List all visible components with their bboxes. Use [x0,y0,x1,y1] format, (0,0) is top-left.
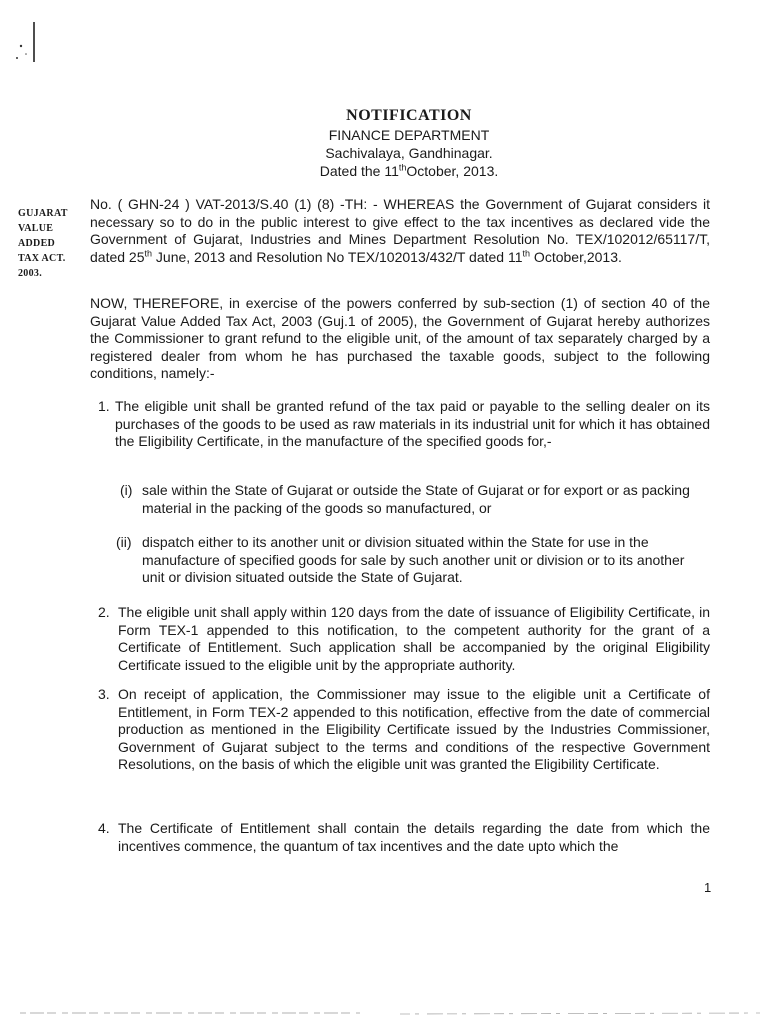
notification-date [50,162,768,180]
condition-text: The eligible unit shall apply within 120 days from the date of issuance of Eligibility Certificate, in Form TEX-1 appended to this notification, to the competent authority for the grant of a Certificate of Entitlement. Such application shall be accompanied by the original Eligibility Certificate issued to the eligible unit by the appropriate authority. [118,604,710,673]
sub-condition-number: (ii) [116,534,132,550]
margin-note-act [18,206,82,281]
sub-condition-text: dispatch either to its another unit or division situated within the State for use in the manufacture of specified goods for sale by such another unit or division or to its another unit or division situated outside the State of Gujarat. [142,534,685,586]
page-number: 1 [704,880,712,895]
condition-text: The Certificate of Entitlement shall contain the details regarding the date from which the incentives commence, the quantum of tax incentives and the date upto which the [118,820,710,854]
scan-edge-artifact [0,1008,768,1018]
condition-text: The eligible unit shall be granted refund of the tax paid or payable to the selling dealer on its purchases of the goods to be used as raw materials in its industrial unit for which it has obtained the Eligibility Certificate, in the manufacture of the specified goods for,- [115,398,710,450]
margin-note-line: ADDED [18,238,56,249]
date-suffix: October, 2013. [406,163,499,179]
intro-text: June, 2013 and Resolution No TEX/102013/432/T dated 11 [152,248,523,265]
intro-text: October,2013. [530,248,622,265]
margin-note-line: GUJARAT [18,208,68,219]
condition-number: 4. [98,820,110,836]
condition-number: 2. [98,604,110,620]
condition-text: On receipt of application, the Commissioner may issue to the eligible unit a Certificate of Entitlement, in Form TEX-2 appended to this notification, effective from the date of commercial production as mentioned in the Eligibility Certificate issued by the Industries Commissioner, Government of Gujarat subject to the terms and conditions of the respective Government Resolutions, on the basis of which the eligible unit was granted the Eligibility Certificate. [118,686,710,773]
condition-number: 1. [98,398,110,414]
margin-note-line: TAX ACT. [18,253,66,264]
intro-text: No. ( GHN-24 ) VAT-2013/S.40 (1) (8) -TH: - WHEREAS the Government of Gujarat considers it necessary so to do in the public interest to give effect to the tax incentives as declared vide the Government of Gujarat, Industries and Mines Department Resolution No. TEX/102012/65117/T, dated 25 [90,196,710,265]
date-suffix-sup: th [398,162,407,173]
intro-paragraph [90,196,710,266]
now-therefore-paragraph: NOW, THEREFORE, in exercise of the powers conferred by sub-section (1) of section 40 of the Gujarat Value Added Tax Act, 2003 (Guj.1 of 2005), the Government of Gujarat hereby authorizes the Commissioner to grant refund to the eligible unit, of the amount of tax separately charged by a registered dealer from whom he has purchased the taxable goods, subject to the following conditions, namely:- [90,295,710,381]
intro-sup: th [522,247,531,258]
date-prefix: Dated the 11 [319,163,399,179]
sub-condition-number: (i) [120,482,133,498]
margin-note-line: 2003. [18,268,42,279]
scan-margin-mark [8,16,48,66]
notification-title: NOTIFICATION [346,107,472,124]
margin-note-line: VALUE [18,223,54,234]
notification-header [0,106,768,180]
department-name: FINANCE DEPARTMENT [328,127,490,143]
condition-number: 3. [98,686,110,702]
issuing-place: Sachivalaya, Gandhinagar. [325,145,493,161]
intro-sup: th [144,247,153,258]
sub-condition-text: sale within the State of Gujarat or outside the State of Gujarat or for export or as packing material in the packing of the goods so manufactured, or [142,482,690,516]
